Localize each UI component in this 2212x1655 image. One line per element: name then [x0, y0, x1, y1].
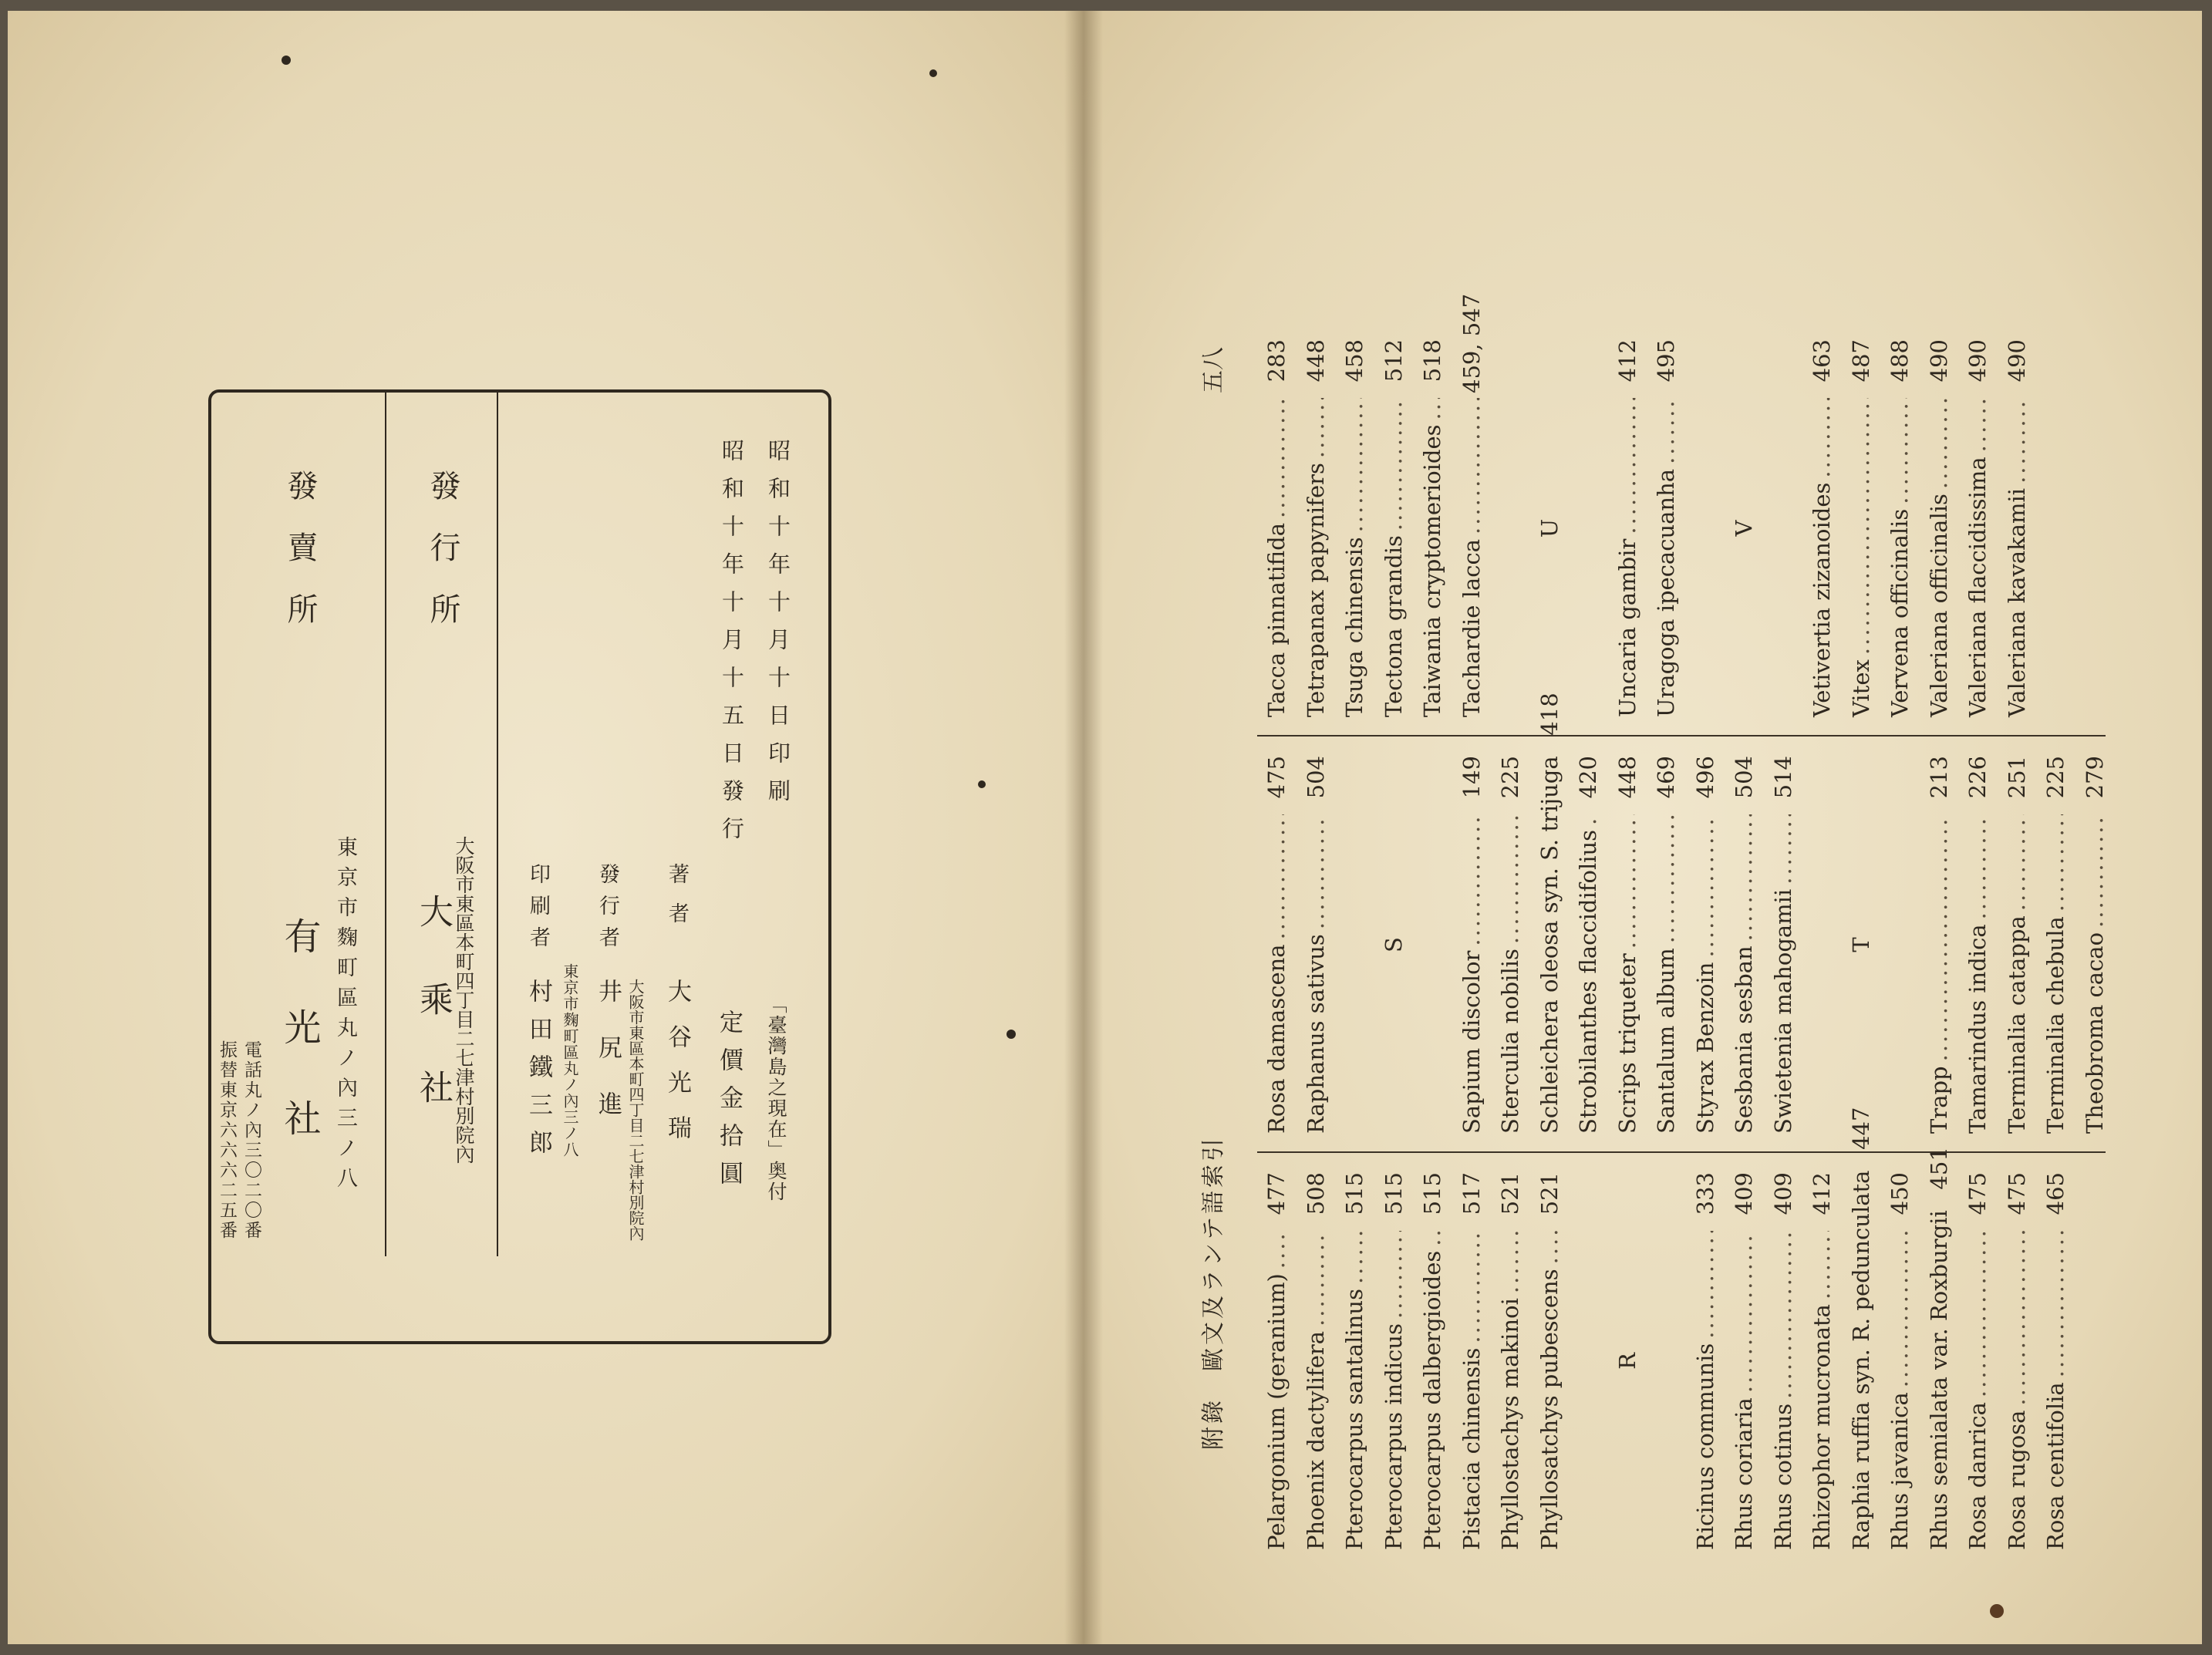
- dot-leader: [1452, 814, 1492, 946]
- index-column-3: [1257, 293, 2036, 717]
- index-column-1: [1257, 1107, 2075, 1550]
- entry-name: Pterocarpus indicus: [1380, 1323, 1407, 1550]
- published-date: 昭和十年十月十五日發行: [719, 439, 745, 854]
- index-entry: [1413, 339, 1452, 717]
- index-entry: [1686, 756, 1725, 1134]
- entry-name: Valeriana officinalis: [1925, 494, 1952, 717]
- dot-leader: [1802, 398, 1842, 478]
- index-entry: [1413, 1172, 1452, 1550]
- entry-name: Theobroma cacao: [2081, 932, 2108, 1134]
- entry-page: 149: [1458, 756, 1485, 799]
- section-letter: V: [1731, 520, 1757, 537]
- index-spacer: [1569, 1172, 1608, 1550]
- dot-leader: [1920, 814, 1959, 1061]
- dot-leader: [1880, 1231, 1920, 1387]
- entry-name: Raphanus sativus: [1302, 934, 1329, 1134]
- index-entry: [1569, 756, 1608, 1134]
- index-entry: [1920, 756, 1959, 1134]
- entry-page: 412: [1809, 1172, 1835, 1215]
- printer-label: 印刷者: [526, 863, 550, 958]
- entry-page: 458: [1341, 339, 1367, 383]
- index-column-2: [1257, 693, 2114, 1134]
- page-number: 五八: [1200, 347, 1227, 393]
- entry-page: 469: [1653, 756, 1679, 799]
- index-entry: [1725, 756, 1764, 1134]
- entry-name: Trapp: [1925, 1066, 1952, 1134]
- dot-leader: [1374, 1231, 1414, 1319]
- index-entry: [1920, 1147, 1959, 1550]
- index-entry: [1257, 756, 1297, 1134]
- index-entry: [1608, 339, 1647, 717]
- entry-name: Terminalia chebula: [2042, 916, 2069, 1134]
- entry-page: 333: [1691, 1172, 1718, 1215]
- entry-name: Valeriana kavakamii: [2003, 487, 2030, 717]
- entry-page: 490: [1925, 339, 1952, 383]
- index-entry: [1335, 339, 1374, 717]
- price: 定價金拾圓: [715, 1010, 743, 1198]
- entry-name: Schleichera oleosa syn. S. trijuga: [1536, 756, 1563, 1134]
- entry-name: Phyllostachys makinoi: [1497, 1298, 1523, 1550]
- entry-page: 517: [1458, 1172, 1485, 1215]
- dot-leader: [1335, 398, 1374, 532]
- entry-name: Rosa rugosa: [2003, 1410, 2030, 1550]
- dot-leader: [1920, 398, 1959, 489]
- entry-name: Raphia ruffia syn. R. pedunculata: [1847, 1170, 1874, 1550]
- entry-page: 465: [2042, 1172, 2069, 1215]
- dot-leader: [1842, 398, 1881, 655]
- entry-page: 515: [1380, 1172, 1407, 1215]
- entry-page: 475: [2003, 1172, 2030, 1215]
- index-entry: [1374, 1172, 1414, 1550]
- entry-name: Pterocarpus dalbergioides: [1419, 1250, 1445, 1550]
- entry-name: Phoenix dactylifera: [1302, 1330, 1329, 1550]
- index-entry: [1452, 1172, 1492, 1550]
- dot-leader: [1686, 1231, 1725, 1339]
- sales-transfer: 振替東京六六六二五番: [217, 1040, 237, 1241]
- index-entry: [1647, 756, 1686, 1134]
- entry-page: 521: [1497, 1172, 1523, 1215]
- index-entry: [1764, 1172, 1803, 1550]
- index-entry: [1647, 339, 1686, 717]
- entry-name: Santalum album: [1653, 948, 1679, 1134]
- entry-name: Pterocarpus santalinus: [1341, 1289, 1367, 1550]
- section-letter: S: [1380, 937, 1407, 952]
- column-separator: [1257, 735, 2106, 736]
- entry-name: Rhus javanica: [1887, 1392, 1913, 1550]
- printed-date: 昭和十年十月十日印刷: [765, 439, 791, 817]
- entry-name: Pelargonium (geranium): [1263, 1273, 1290, 1550]
- entry-page: 409: [1731, 1172, 1757, 1215]
- printer-name: 村田鐵三郎: [524, 979, 552, 1168]
- index-spacer: [1413, 756, 1452, 1134]
- index-spacer: [1647, 1172, 1686, 1550]
- index-section-letter: [1530, 339, 1570, 717]
- sales-address: 東京市麴町區丸ノ內三ノ八: [333, 836, 357, 1197]
- entry-page: 448: [1613, 756, 1640, 799]
- index-entry: [1297, 1172, 1336, 1550]
- entry-name: Taiwania cryptomerioides: [1419, 424, 1445, 717]
- entry-page: 504: [1731, 756, 1757, 799]
- dot-leader: [1608, 814, 1647, 949]
- entry-page: 475: [1964, 1172, 1991, 1215]
- entry-page: 283: [1263, 339, 1290, 383]
- section-letter: R: [1613, 1353, 1640, 1370]
- sales-phone: 電話丸ノ內三〇二〇番: [241, 1040, 261, 1241]
- publishing-house-name: 大乘社: [413, 894, 453, 1158]
- entry-page: 495: [1653, 339, 1679, 383]
- index-entry: [1608, 756, 1647, 1134]
- index-header-title: 附錄 歐文及ランテ語索引: [1200, 1135, 1227, 1450]
- dot-leader: [2036, 814, 2075, 912]
- dot-leader: [1998, 814, 2037, 911]
- entry-page: 508: [1302, 1172, 1329, 1215]
- dot-leader: [1764, 814, 1803, 885]
- dot-leader: [1335, 1231, 1374, 1284]
- index-entry: [1958, 339, 1998, 717]
- entry-page: 418: [1536, 693, 1563, 736]
- index-entry: [2075, 756, 2115, 1134]
- dot-leader: [2036, 1231, 2075, 1377]
- index-spacer: [1802, 756, 1842, 1134]
- entry-page: 475: [1263, 756, 1290, 799]
- entry-name: Vetivertia zizanoides: [1809, 482, 1835, 717]
- index-entry: [1257, 339, 1297, 717]
- entry-name: Styrax Benzoin: [1691, 962, 1718, 1134]
- index-entry: [1802, 1172, 1842, 1550]
- paper-speck: [929, 69, 937, 77]
- entry-name: Valeriana flaccidissima: [1964, 457, 1991, 717]
- entry-page: 451: [1925, 1147, 1952, 1190]
- entry-page: 213: [1925, 756, 1952, 799]
- index-spacer: [1491, 339, 1530, 717]
- entry-name: Tsuga chinensis: [1341, 537, 1367, 717]
- entry-name: Strobilanthes flaccidifolius: [1575, 829, 1601, 1134]
- index-entry: [1920, 339, 1959, 717]
- dot-leader: [1958, 398, 1998, 452]
- index-entry: [1998, 756, 2037, 1134]
- colophon-divider-1: [497, 393, 498, 1256]
- book-title: 「臺灣島之現在」奥付: [765, 994, 787, 1202]
- entry-name: Uncaria gambir: [1613, 538, 1640, 717]
- dot-leader: [1297, 814, 1336, 929]
- index-entry: [1842, 339, 1881, 717]
- dot-leader: [2075, 814, 2115, 928]
- index-entry: [1802, 339, 1842, 717]
- dot-leader: [1530, 1231, 1570, 1264]
- sales-name: 有光社: [278, 917, 321, 1190]
- entry-page: 514: [1769, 756, 1796, 799]
- entry-page: 515: [1419, 1172, 1445, 1215]
- entry-name: Rhus coriaria: [1731, 1397, 1757, 1550]
- dot-leader: [1880, 398, 1920, 504]
- dot-leader: [1998, 1231, 2037, 1406]
- entry-name: Vitex: [1847, 659, 1874, 717]
- index-entry: [1998, 1172, 2037, 1550]
- dot-leader: [1958, 1231, 1998, 1397]
- dot-leader: [1257, 398, 1297, 518]
- index-entry: [1297, 756, 1336, 1134]
- dot-leader: [1491, 1231, 1530, 1293]
- index-entry: [1530, 693, 1570, 1134]
- entry-page: 450: [1887, 1172, 1913, 1215]
- entry-page: 496: [1691, 756, 1718, 799]
- dot-leader: [1647, 814, 1686, 943]
- entry-page: 251: [2003, 756, 2030, 799]
- entry-name: Phyllosatchys pubescens: [1536, 1269, 1563, 1550]
- entry-name: Rosa danrica: [1964, 1402, 1991, 1550]
- entry-name: Rosa centifolia: [2042, 1382, 2069, 1550]
- dot-leader: [1686, 814, 1725, 958]
- entry-page: 477: [1263, 1172, 1290, 1215]
- entry-name: Scrips triqueter: [1613, 953, 1640, 1134]
- index-section-letter: [1608, 1172, 1647, 1550]
- dot-leader: [1608, 398, 1647, 534]
- entry-page: 226: [1964, 756, 1991, 799]
- index-entry: [1958, 1172, 1998, 1550]
- entry-name: Swietenia mahogamii: [1769, 888, 1796, 1134]
- column-separator: [1257, 1151, 2106, 1153]
- dot-leader: [1764, 1231, 1803, 1399]
- dot-leader: [1297, 1231, 1336, 1326]
- section-letter: T: [1847, 937, 1874, 952]
- index-entry: [2036, 756, 2075, 1134]
- index-entry: [1374, 339, 1414, 717]
- entry-name: Terminalia catappa: [2003, 915, 2030, 1134]
- entry-page: 518: [1419, 339, 1445, 383]
- index-section-letter: [1842, 756, 1881, 1134]
- index-spacer: [1686, 339, 1725, 717]
- dot-leader: [1297, 398, 1336, 458]
- section-letter: U: [1536, 518, 1563, 538]
- index-entry: [1452, 756, 1492, 1134]
- index-entry: [1686, 1172, 1725, 1550]
- entry-page: 512: [1380, 339, 1407, 383]
- dot-leader: [1452, 398, 1492, 534]
- entry-name: Pistacia chinensis: [1458, 1347, 1485, 1550]
- index-entry: [1880, 339, 1920, 717]
- entry-name: Uragoga ipecacuanha: [1653, 468, 1679, 717]
- publishing-house-address: 大阪市東區本町四丁目二七津村別院內: [453, 836, 475, 1164]
- index-entry: [1842, 1107, 1881, 1550]
- dot-leader: [1413, 1231, 1452, 1246]
- index-entry: [1452, 293, 1492, 717]
- entry-page: 459, 547: [1458, 293, 1485, 393]
- book-gutter: [1064, 11, 1103, 1644]
- entry-name: Rosa damascena: [1263, 944, 1290, 1134]
- entry-name: Sapium discolor: [1458, 950, 1485, 1134]
- index-spacer: [1569, 339, 1608, 717]
- author-label: 著者: [665, 863, 689, 942]
- index-entry: [2036, 1172, 2075, 1550]
- index-entry: [1998, 339, 2037, 717]
- publisher-label: 發行者: [595, 863, 619, 958]
- index-entry: [1764, 756, 1803, 1134]
- entry-page: 490: [2003, 339, 2030, 383]
- paper-speck: [1007, 1030, 1016, 1039]
- dot-leader: [1452, 1231, 1492, 1343]
- index-entry: [1530, 1172, 1570, 1550]
- index-entry: [1257, 1172, 1297, 1550]
- entry-page: 504: [1302, 756, 1329, 799]
- entry-name: Sterculia nobilis: [1497, 949, 1523, 1134]
- publishing-house-label: 發行所: [425, 470, 460, 655]
- dot-leader: [1802, 1231, 1842, 1299]
- entry-page: 225: [2042, 756, 2069, 799]
- index-header: [1188, 301, 1234, 1550]
- index-section-letter: [1725, 339, 1764, 717]
- entry-page: 521: [1536, 1172, 1563, 1215]
- entry-page: 412: [1613, 339, 1640, 383]
- author-address: 大阪市東區本町四丁目二七津村別院內: [626, 979, 645, 1241]
- entry-page: 420: [1575, 756, 1601, 799]
- dot-leader: [1413, 398, 1452, 420]
- entry-name: Vervena officinalis: [1887, 508, 1913, 717]
- entry-page: 225: [1497, 756, 1523, 799]
- entry-name: Rhus semialata var. Roxburgii: [1925, 1210, 1952, 1550]
- entry-name: Sesbania sesban: [1731, 945, 1757, 1134]
- entry-page: 488: [1887, 339, 1913, 383]
- index-spacer: [1764, 339, 1803, 717]
- entry-page: 448: [1302, 339, 1329, 383]
- entry-name: Tachardie lacca: [1458, 538, 1485, 717]
- entry-name: Tamarindus indica: [1964, 924, 1991, 1134]
- sales-label: 發賣所: [282, 470, 318, 655]
- dot-leader: [1725, 814, 1764, 941]
- index-entry: [1491, 756, 1530, 1134]
- entry-page: 409: [1769, 1172, 1796, 1215]
- index-section-letter: [1374, 756, 1414, 1134]
- dot-leader: [1569, 814, 1608, 825]
- entry-page: 463: [1809, 339, 1835, 383]
- colophon-box: [208, 389, 831, 1344]
- entry-page: 279: [2081, 756, 2108, 799]
- dot-leader: [1257, 814, 1297, 939]
- paper-speck: [282, 56, 291, 65]
- index-page: [1188, 293, 2121, 1550]
- entry-name: Tetrapanax papynifers: [1302, 463, 1329, 717]
- entry-name: Rhizophor mucronata: [1809, 1304, 1835, 1550]
- printer-address: 東京市麴町區丸ノ內三ノ八: [561, 963, 579, 1158]
- index-spacer: [1335, 756, 1374, 1134]
- index-entry: [1491, 1172, 1530, 1550]
- entry-page: 515: [1341, 1172, 1367, 1215]
- entry-name: Tacca pinnatifida: [1263, 523, 1290, 717]
- entry-name: Tectona grandis: [1380, 535, 1407, 717]
- index-spacer: [1880, 756, 1920, 1134]
- paper-speck: [978, 780, 986, 788]
- entry-page: 490: [1964, 339, 1991, 383]
- index-entry: [1880, 1172, 1920, 1550]
- entry-page: 487: [1847, 339, 1874, 383]
- index-entry: [1297, 339, 1336, 717]
- dot-leader: [1257, 1231, 1297, 1269]
- dot-leader: [1725, 1231, 1764, 1393]
- index-entry: [1335, 1172, 1374, 1550]
- dot-leader: [1374, 398, 1414, 531]
- entry-name: Ricinus communis: [1691, 1343, 1718, 1550]
- entry-page: 447: [1847, 1107, 1874, 1150]
- dot-leader: [1958, 814, 1998, 919]
- index-entry: [1958, 756, 1998, 1134]
- entry-name: Rhus cotinus: [1769, 1403, 1796, 1550]
- dot-leader: [1647, 398, 1686, 464]
- publisher-name: 井尻進: [594, 979, 622, 1148]
- dot-leader: [1491, 814, 1530, 944]
- dot-leader: [1998, 398, 2037, 484]
- colophon-divider-2: [385, 393, 386, 1256]
- paper-speck: [1990, 1604, 2004, 1618]
- author-name: 大谷光瑞: [663, 979, 691, 1161]
- index-entry: [1725, 1172, 1764, 1550]
